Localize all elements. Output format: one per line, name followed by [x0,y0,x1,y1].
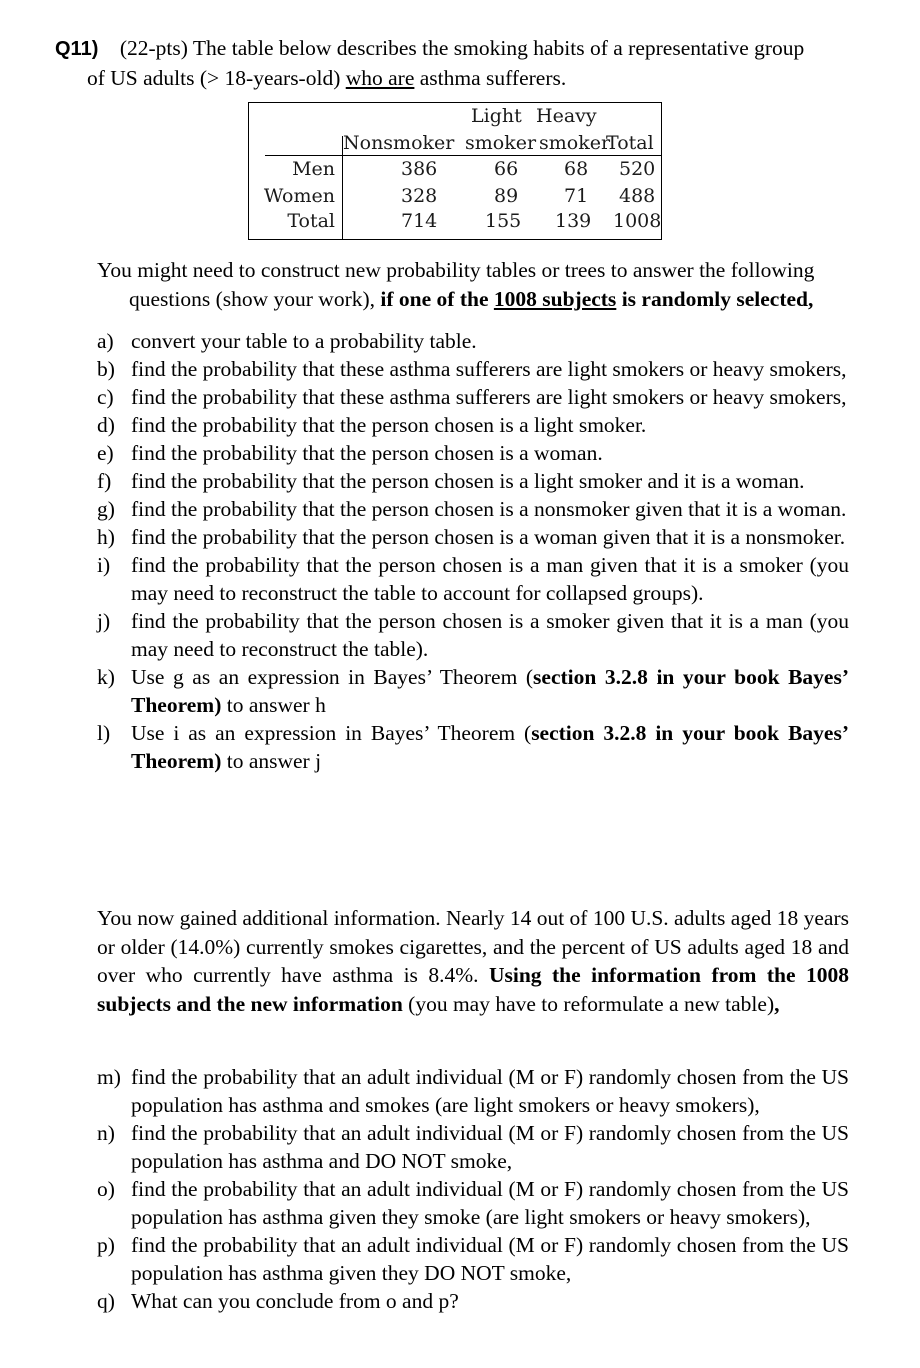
list-item: a) convert your table to a probability table. [97,329,477,353]
list-item: i) find the probability that the person chosen is a man given that it is a smoker (you may need to reconstruct the table to account for collapsed groups). [97,553,849,605]
question-line-2-pre: of US adults (> 18-years-old) [87,66,346,90]
question-header [55,34,875,93]
cell-total-nonsmoker: 714 [401,210,438,232]
cell-total-heavy: 139 [555,210,592,232]
question-line-2-post: asthma sufferers. [414,66,567,90]
question-list-2 [97,1063,849,1315]
list-item: g) find the probability that the person chosen is a nonsmoker given that it is a woman. [97,497,847,521]
cell-men-total: 520 [619,158,656,180]
intro-bold-pre: if one of the [380,287,494,311]
cell-total-light: 155 [485,210,522,232]
list-item: j) find the probability that the person chosen is a smoker given that it is a man (you may need to reconstruct the table). [97,609,849,661]
list-item: f) find the probability that the person chosen is a light smoker and it is a woman. [97,469,805,493]
row-label-men: Men [292,158,335,180]
list-item: n) find the probability that an adult individual (M or F) randomly chosen from the US population has asthma and DO NOT smoke, [97,1121,849,1173]
question-line-2-underlined: who are [345,66,415,90]
list-item: q) What can you conclude from o and p? [97,1289,459,1313]
intro-bold-underlined: 1008 subjects [493,287,617,311]
cell-women-total: 488 [619,185,656,207]
row-label-total: Total [287,210,335,232]
intro-bold-post: is randomly selected, [616,287,814,311]
question-number: Q11) [55,38,99,60]
question-line-1: (22-pts) The table below describes the smoking habits of a representative group [119,36,805,60]
header-total: Total [606,132,654,154]
cell-men-light: 66 [494,158,519,180]
cell-women-nonsmoker: 328 [401,185,438,207]
header-smoker-light: smoker [465,132,537,154]
list-item: h) find the probability that the person chosen is a woman given that it is a nonsmoker. [97,525,846,549]
list-item: e) find the probability that the person chosen is a woman. [97,441,603,465]
intro-line-2 [97,285,849,314]
header-light: Light [471,105,522,127]
cell-women-heavy: 71 [564,185,589,207]
list-item: b) find the probability that these asthma sufferers are light smokers or heavy smokers, [97,357,847,381]
smoking-table [248,102,662,240]
header-nonsmoker: Nonsmoker [343,132,455,154]
intro-line-2-pre: questions (show your work), [129,287,381,311]
list-item: c) find the probability that these asthma sufferers are light smokers or heavy smokers, [97,385,847,409]
question-list-1 [97,327,849,775]
list-item: k) Use g as an expression in Bayes’ Theorem (section 3.2.8 in your book Bayes’ Theorem) to answer h [97,665,849,717]
cell-women-light: 89 [494,185,519,207]
list-item: o) find the probability that an adult individual (M or F) randomly chosen from the US population has asthma given they smoke (are light smokers or heavy smokers), [97,1177,849,1229]
list-item: p) find the probability that an adult individual (M or F) randomly chosen from the US population has asthma given they DO NOT smoke, [97,1233,849,1285]
row-label-women: Women [263,185,335,207]
list-item: d) find the probability that the person chosen is a light smoker. [97,413,647,437]
intro-line-1: You might need to construct new probability tables or trees to answer the following [97,258,815,282]
cell-total-total: 1008 [613,210,662,232]
list-item: m) find the probability that an adult individual (M or F) randomly chosen from the US population has asthma and smokes (are light smokers or heavy smokers), [97,1065,849,1117]
header-smoker-heavy: smoker [539,132,611,154]
instructions-intro [97,256,849,314]
header-heavy: Heavy [536,105,597,127]
cell-men-heavy: 68 [564,158,589,180]
list-item: l) Use i as an expression in Bayes’ Theorem (section 3.2.8 in your book Bayes’ Theorem) to answer j [97,721,849,773]
cell-men-nonsmoker: 386 [401,158,438,180]
additional-info-paragraph: You now gained additional information. Nearly 14 out of 100 U.S. adults aged 18 years or older (14.0%) currently smokes cigarettes, and the percent of US adults aged 18 and over who currently have asthma is 8.4%. Using the information from the 1008 subjects and the new information (you may have to reformulate a new table), [97,906,849,1016]
question-line-2 [55,64,875,93]
